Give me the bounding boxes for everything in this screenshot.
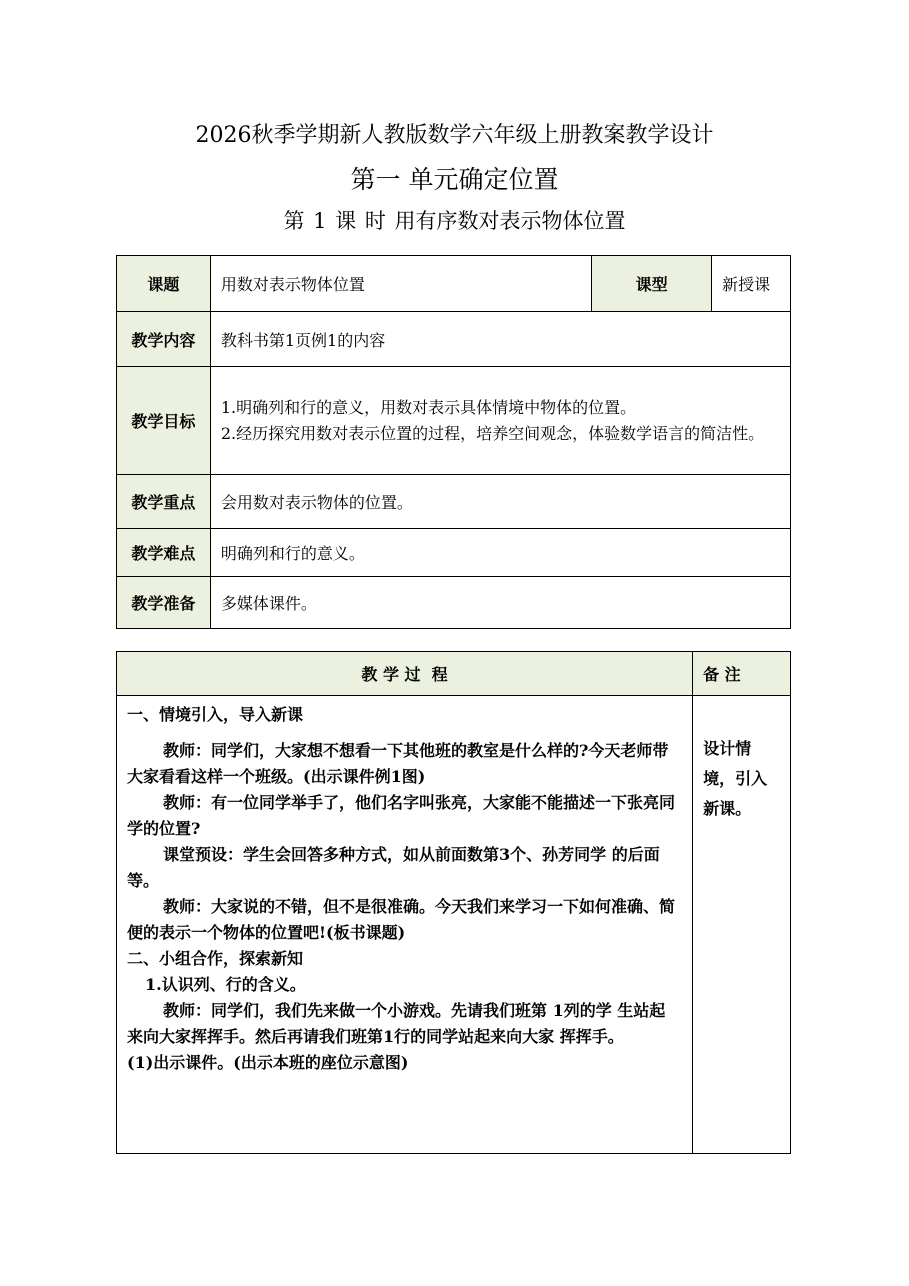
prep-row <box>117 577 791 629</box>
topic-value: 用数对表示物体位置 <box>210 256 591 312</box>
teaching-process-table <box>116 651 791 1154</box>
process-content <box>117 696 693 1154</box>
process-paragraph: 教师：大家说的不错，但不是很准确。今天我们来学习一下如何准确、简便的表示一个物体的位置吧!(板书课题) <box>127 897 676 942</box>
note-header: 备 注 <box>693 652 791 696</box>
prep-label: 教学准备 <box>117 577 211 629</box>
difficulty-value: 明确列和行的意义。 <box>210 529 790 577</box>
process-paragraph: (1)出示课件。(出示本班的座位示意图) <box>127 1053 409 1072</box>
goals-label: 教学目标 <box>117 367 211 475</box>
unit-title: 第一 单元确定位置 <box>350 165 559 194</box>
document-title: 2026秋季学期新人教版数学六年级上册教案教学设计 <box>195 123 714 148</box>
process-paragraph: 课堂预设：学生会回答多种方式，如从前面数第3个、孙芳同学 的后面等。 <box>127 845 660 890</box>
process-paragraph: 教师：同学们，大家想不想看一下其他班的教室是什么样的?今天老师带大家看看这样一个班级。(出示课件例1图) <box>127 741 669 786</box>
prep-value: 多媒体课件。 <box>210 577 790 629</box>
type-value: 新授课 <box>712 256 791 312</box>
goals-value <box>210 367 790 475</box>
process-paragraph: 教师：同学们，我们先来做一个小游戏。先请我们班第 1列的学 生站起来向大家挥挥手。然后再请我们班第1行的同学站起来向大家 挥挥手。 <box>127 1001 666 1046</box>
key-value: 会用数对表示物体的位置。 <box>210 475 790 529</box>
difficulty-row <box>117 529 791 577</box>
process-header-row <box>117 652 791 696</box>
section-heading: 一、情境引入，导入新课 <box>127 705 304 724</box>
process-header: 教 学 过 程 <box>117 652 693 696</box>
content-row <box>117 312 791 367</box>
content-label: 教学内容 <box>117 312 211 367</box>
content-value: 教科书第1页例1的内容 <box>210 312 790 367</box>
goals-row <box>117 367 791 475</box>
key-row <box>117 475 791 529</box>
difficulty-label: 教学难点 <box>117 529 211 577</box>
lesson-info-table <box>116 255 791 629</box>
section-heading: 二、小组合作，探索新知 <box>127 949 304 968</box>
lesson-title: 第 1 课 时 用有序数对表示物体位置 <box>283 209 626 233</box>
goal-1: 1.明确列和行的意义，用数对表示具体情境中物体的位置。 <box>220 397 637 417</box>
goal-2: 2.经历探究用数对表示位置的过程，培养空间观念，体验数学语言的简洁性。 <box>220 423 765 443</box>
key-label: 教学重点 <box>117 475 211 529</box>
topic-label: 课题 <box>117 256 211 312</box>
process-subheading: 1.认识列、行的含义。 <box>145 975 306 994</box>
type-label: 课型 <box>592 256 712 312</box>
topic-row <box>117 256 791 312</box>
process-body-row <box>117 696 791 1154</box>
note-content: 设计情境，引入新课。 <box>693 696 791 1154</box>
process-paragraph: 教师：有一位同学举手了，他们名字叫张亮，大家能不能描述一下张亮同学的位置? <box>127 793 676 838</box>
